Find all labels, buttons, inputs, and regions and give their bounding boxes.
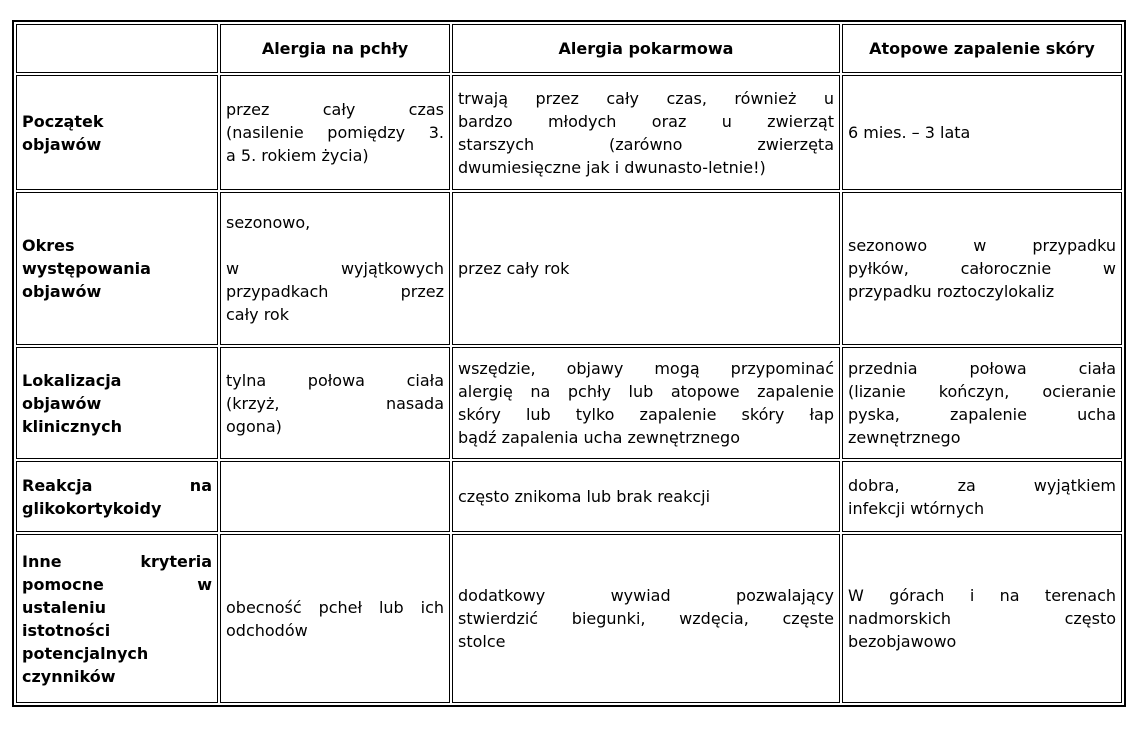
cell-glucocorticoid-atopic-dermatitis [842,461,1122,532]
text-line: odchodów [226,620,308,640]
text-line: Reakcja na [22,475,212,495]
text-line: Inne kryteria [22,551,212,571]
row-header-glucocorticoid-response [16,461,218,532]
text-line: stolce [458,632,506,651]
cell-onset-food-allergy [452,75,840,190]
text-line: istotności [22,620,111,640]
text-line: objawów [22,282,102,301]
text-line: objawów [22,134,102,154]
text-line: potencjalnych [22,643,149,663]
text-line: bądź zapalenia ucha zewnętrznego [458,428,740,447]
text-line: (nasilenie pomiędzy 3. [226,123,444,142]
text-line [226,485,444,508]
cell-period-flea-allergy [220,192,450,345]
text-line: przez cały czas [226,100,444,119]
allergy-comparison-table [12,20,1126,707]
text-line: wszędzie, objawy mogą przypominać [458,359,834,378]
text-line: sezonowo, [226,213,311,232]
text-line: pyłków, całorocznie w [848,259,1116,278]
text-line: przypadku roztoczylokaliz [848,282,1055,301]
text-line: starszych (zarówno zwierzęta [458,134,834,154]
text-line: alergię na pchły lub atopowe zapalenie [458,382,834,401]
cell-criteria-food-allergy [452,534,840,703]
row-onset [16,75,1122,190]
column-header-food-allergy: Alergia pokarmowa [452,24,840,73]
text-line: (lizanie kończyn, ocieranie [848,382,1116,401]
text-line: występowania [22,259,151,278]
text-line: w wyjątkowych [226,259,444,278]
text-line [226,234,444,257]
text-line: Lokalizacja [22,370,122,390]
text-line: 6 mies. – 3 lata [848,123,971,142]
corner-blank-cell [16,24,218,73]
row-other-criteria [16,534,1122,703]
text-line: dwumiesięczne jak i dwunasto-letnie!) [458,157,766,177]
column-header-atopic-dermatitis: Atopowe zapalenie skóry [842,24,1122,73]
text-line: Okres [22,236,75,255]
text-line: stwierdzić biegunki, wzdęcia, częste [458,609,834,628]
text-line: dodatkowy wywiad pozwalający [458,586,834,605]
cell-localization-flea-allergy [220,347,450,459]
text-line: tylna połowa ciała [226,370,444,390]
text-line: cały rok [226,305,289,324]
row-symptom-period [16,192,1122,345]
text-line: nadmorskich często [848,609,1116,628]
cell-criteria-atopic-dermatitis [842,534,1122,703]
text-line: trwają przez cały czas, również u [458,88,834,108]
text-line: przypadkach przez [226,282,444,301]
cell-period-atopic-dermatitis [842,192,1122,345]
text-line: często znikoma lub brak reakcji [458,487,711,506]
cell-localization-atopic-dermatitis [842,347,1122,459]
header-row [16,24,1122,73]
text-line: czynników [22,666,116,686]
cell-criteria-flea-allergy [220,534,450,703]
text-line: przednia połowa ciała [848,359,1116,378]
row-header-onset [16,75,218,190]
text-line: a 5. rokiem życia) [226,146,369,165]
cell-period-food-allergy [452,192,840,345]
row-localization [16,347,1122,459]
text-line: glikokortykoidy [22,498,162,518]
cell-onset-flea-allergy [220,75,450,190]
text-line: objawów [22,393,102,413]
text-line: pyska, zapalenie ucha [848,405,1116,424]
cell-localization-food-allergy [452,347,840,459]
text-line: skóry lub tylko zapalenie skóry łap [458,405,834,424]
text-line: W górach i na terenach [848,586,1116,605]
text-line: zewnętrznego [848,428,961,447]
column-header-flea-allergy: Alergia na pchły [220,24,450,73]
text-line: przez cały rok [458,259,570,278]
cell-onset-atopic-dermatitis [842,75,1122,190]
text-line: ustaleniu [22,597,106,617]
row-header-localization [16,347,218,459]
text-line: (krzyż, nasada [226,393,444,413]
text-line: infekcji wtórnych [848,498,985,518]
text-line: ogona) [226,416,282,436]
cell-glucocorticoid-food-allergy [452,461,840,532]
row-glucocorticoid-response [16,461,1122,532]
text-line: obecność pcheł lub ich [226,597,444,617]
text-line: dobra, za wyjątkiem [848,475,1116,495]
text-line: bardzo młodych oraz u zwierząt [458,111,834,131]
text-line: Początek [22,111,104,131]
cell-glucocorticoid-flea-allergy [220,461,450,532]
text-line: bezobjawowo [848,632,957,651]
text-line: sezonowo w przypadku [848,236,1116,255]
text-line: klinicznych [22,416,122,436]
row-header-other-criteria [16,534,218,703]
text-line: pomocne w [22,574,212,594]
row-header-symptom-period [16,192,218,345]
